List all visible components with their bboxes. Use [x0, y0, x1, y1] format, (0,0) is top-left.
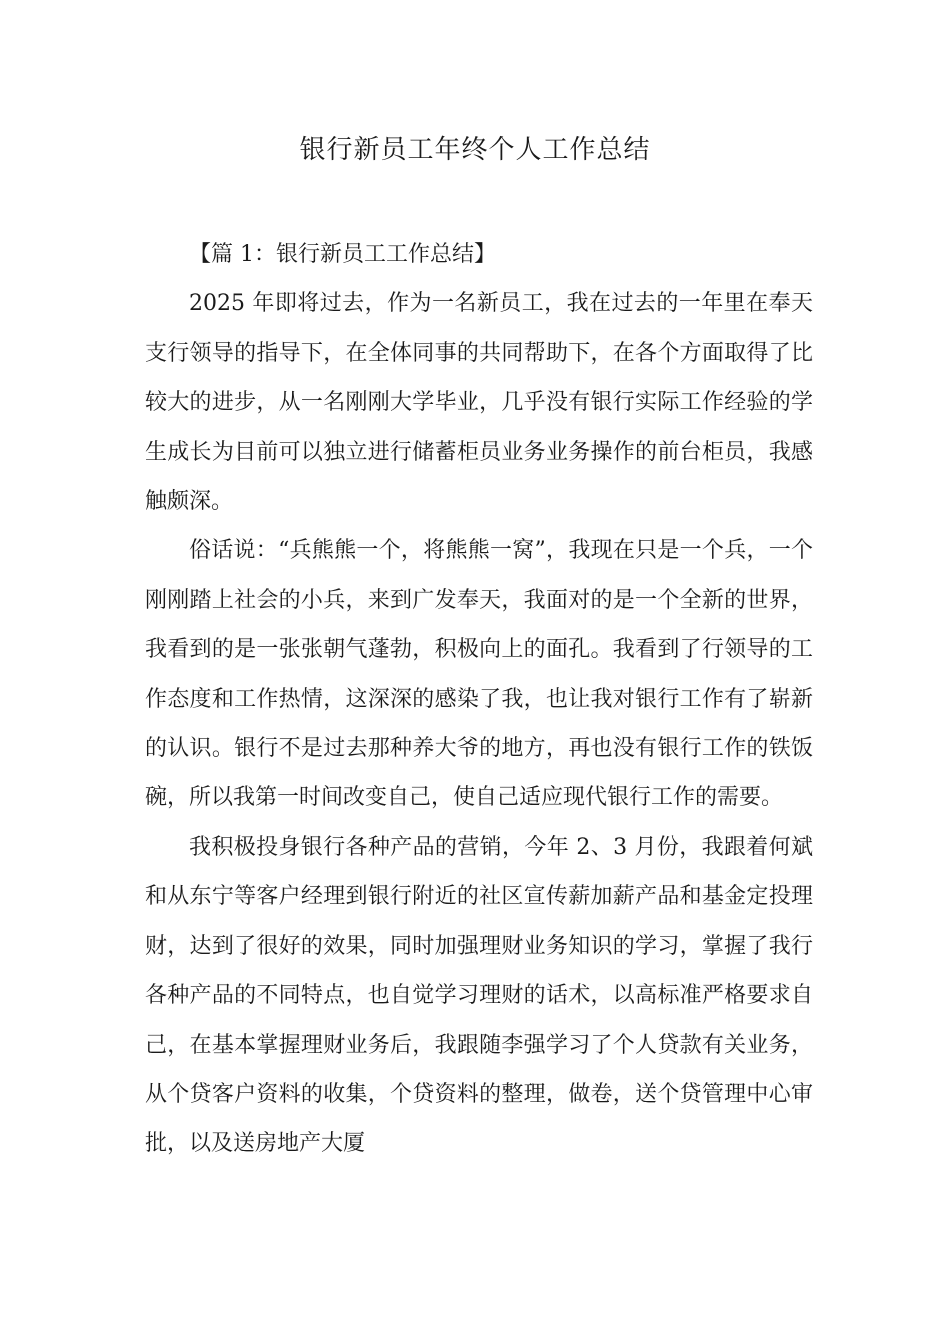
paragraph: 2025 年即将过去，作为一名新员工，我在过去的一年里在奉天支行领导的指导下，在全体同事的共同帮助下，在各个方面取得了比较大的进步，从一名刚刚大学毕业，几乎没有银行实际工作经验的学生成长为目前可以独立进行储蓄柜员业务业务操作的前台柜员，我感触颇深。: [145, 291, 813, 515]
paragraph: 我积极投身银行各种产品的营销，今年 2、3 月份，我跟着何斌和从东宁等客户经理到银行附近的社区宣传薪加薪产品和基金定投理财，达到了很好的效果，同时加强理财业务知识的学习，掌握了我行各种产品的不同特点，也自觉学习理财的话术，以高标准严格要求自己，在基本掌握理财业务后，我跟随李强学习了个人贷款有关业务，从个贷客户资料的收集，个贷资料的整理，做卷，送个贷管理中心审批，以及送房地产大厦: [145, 834, 813, 1157]
section-heading: 【篇 1：银行新员工工作总结】: [189, 242, 496, 267]
paragraph: 俗话说：“兵熊熊一个，将熊熊一窝”，我现在只是一个兵，一个刚刚踏上社会的小兵，来到广发奉天，我面对的是一个全新的世界，我看到的是一张张朝气蓬勃，积极向上的面孔。我看到了行领导的工作态度和工作热情，这深深的感染了我，也让我对银行工作有了崭新的认识。银行不是过去那种养大爷的地方，再也没有银行工作的铁饭碗，所以我第一时间改变自己，使自己适应现代银行工作的需要。: [145, 538, 813, 811]
document-title: 银行新员工年终个人工作总结: [299, 135, 651, 165]
document-body: [145, 230, 813, 1169]
